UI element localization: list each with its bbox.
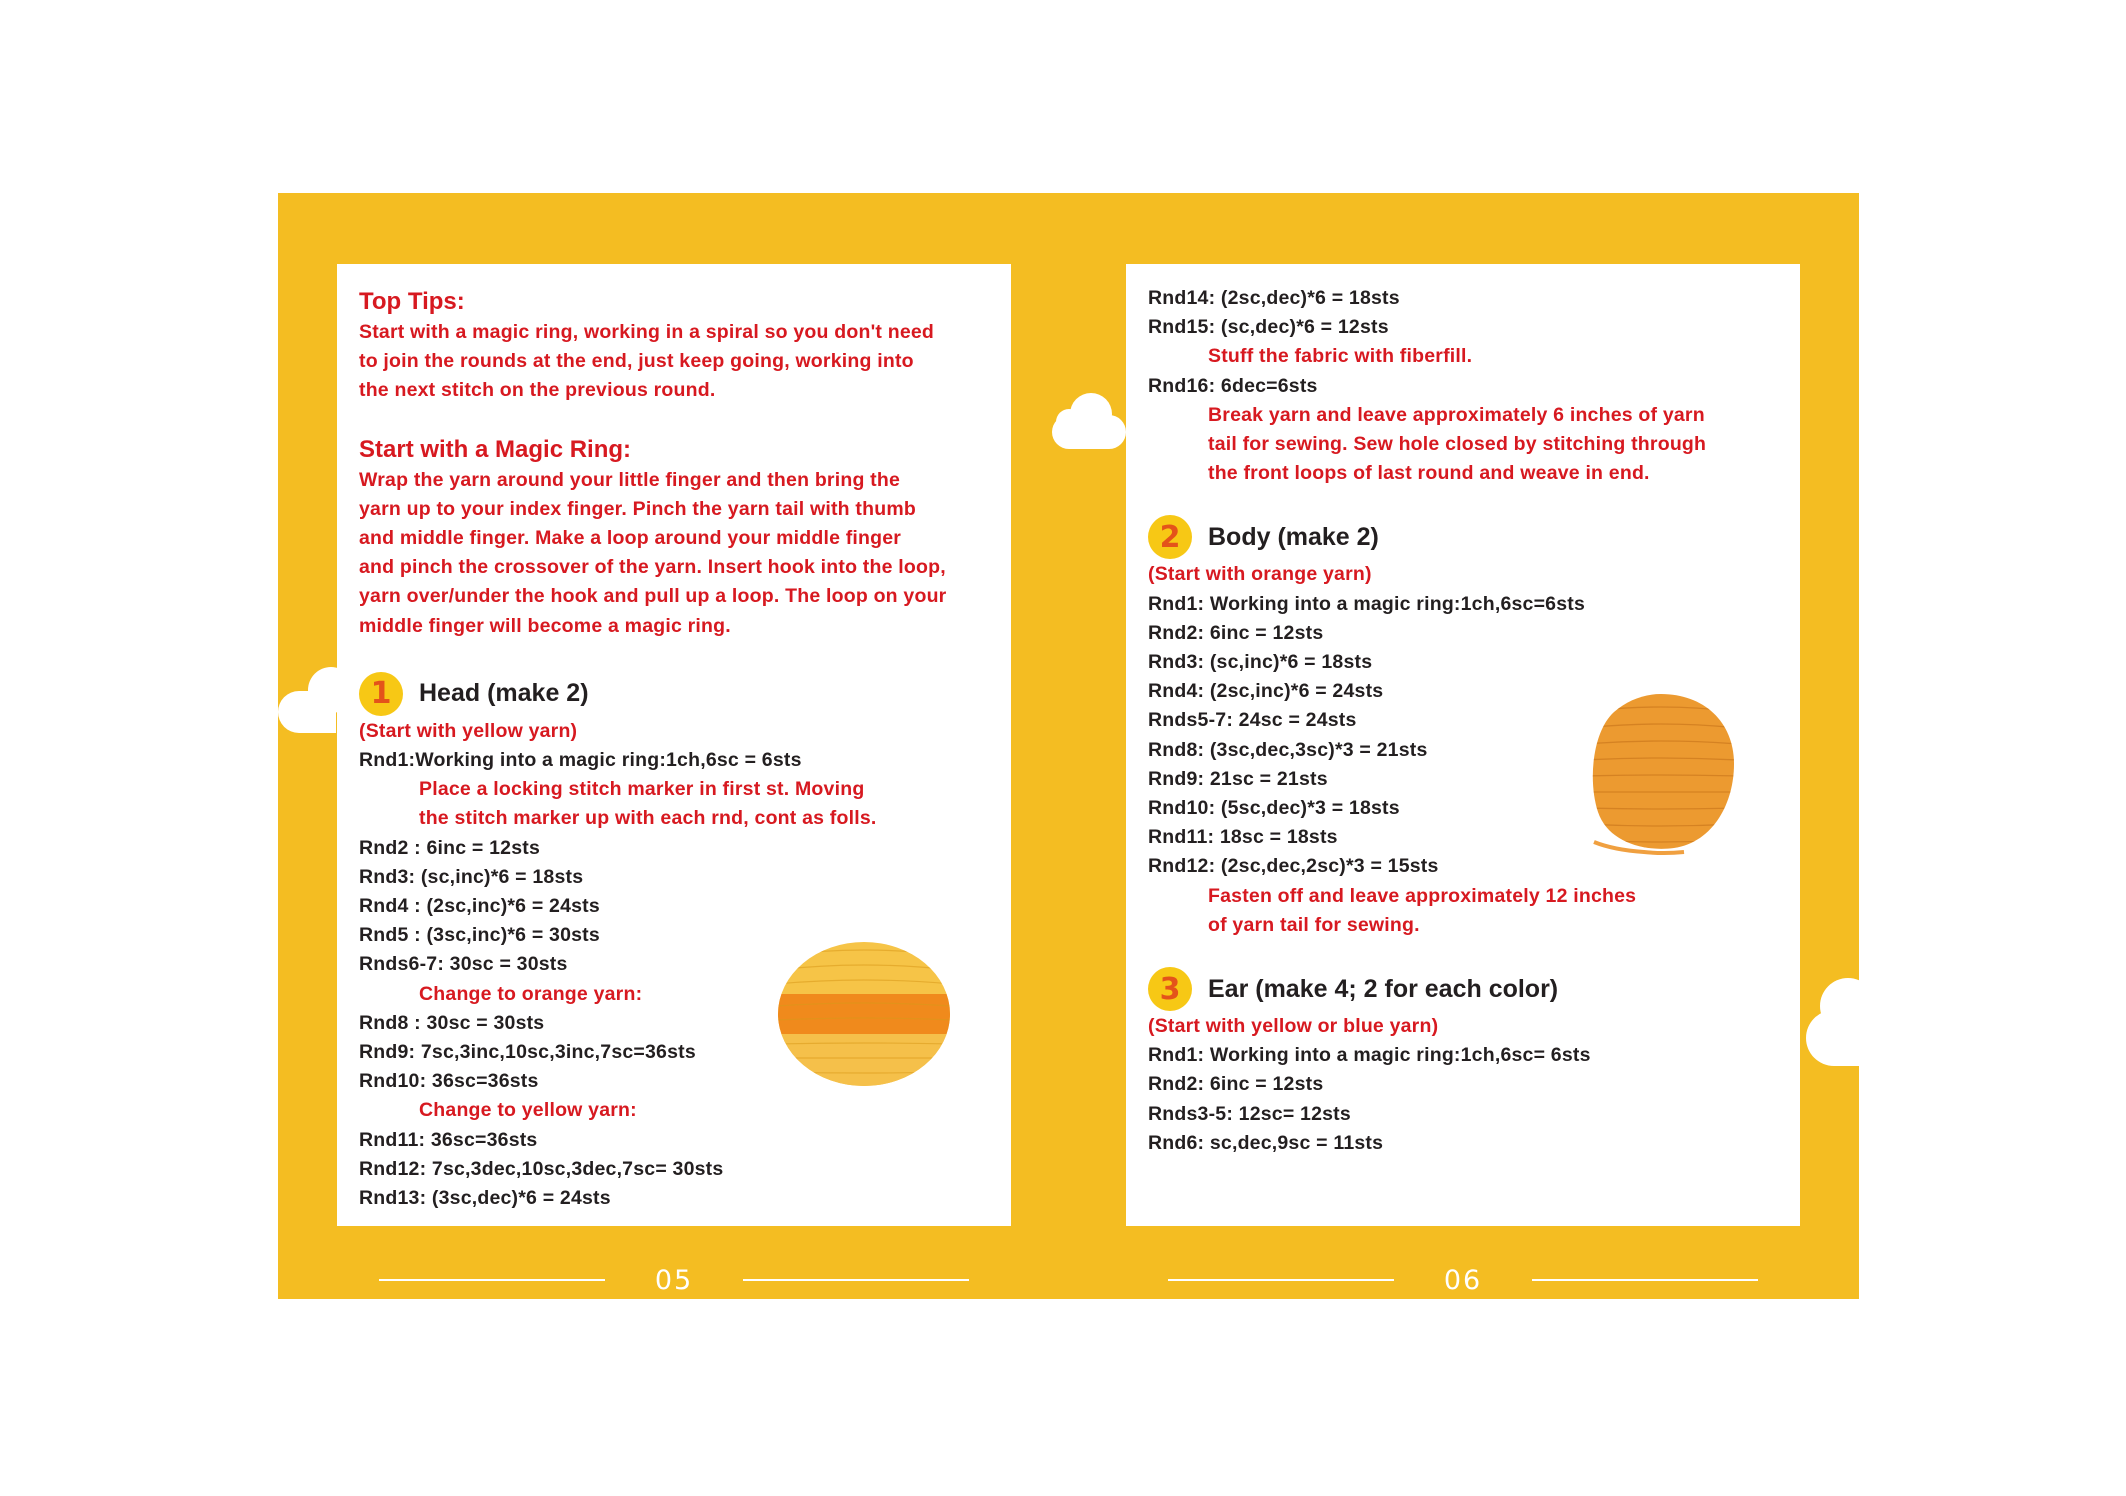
crochet-head-ball-image [776, 936, 952, 1086]
ear-row: Rnd1: Working into a magic ring:1ch,6sc= 6sts [1148, 1044, 1591, 1067]
body-finishing-note: Fasten off and leave approximately 12 inches [1208, 884, 1637, 907]
page-number: 06 [1443, 1265, 1483, 1296]
head-row-continued: Rnd16: 6dec=6sts [1148, 374, 1318, 397]
finishing-note: Break yarn and leave approximately 6 inches of yarn [1208, 403, 1705, 426]
step-number-badge: 2 [1148, 515, 1192, 559]
ear-start-note: (Start with yellow or blue yarn) [1148, 1015, 1439, 1038]
ear-row: Rnd2: 6inc = 12sts [1148, 1073, 1324, 1096]
step-number-badge: 1 [359, 672, 403, 716]
tips-line: the next stitch on the previous round. [359, 379, 716, 402]
body-row: Rnd2: 6inc = 12sts [1148, 621, 1324, 644]
cloud-decoration-right [1806, 1010, 1860, 1066]
ear-section-title: Ear (make 4; 2 for each color) [1208, 974, 1559, 1003]
body-row: Rnd3: (sc,inc)*6 = 18sts [1148, 651, 1373, 674]
finishing-note: the front loops of last round and weave in end. [1208, 462, 1650, 485]
magic-ring-line: Wrap the yarn around your little finger and then bring the [359, 468, 901, 491]
head-row: Rnd11: 36sc=36sts [359, 1128, 538, 1151]
top-tips-heading: Top Tips: [359, 288, 465, 315]
tips-line: to join the rounds at the end, just keep going, working into [359, 350, 914, 373]
head-row: Rnds6-7: 30sc = 30sts [359, 953, 568, 976]
body-section-header [1148, 514, 1784, 560]
body-row: Rnd12: (2sc,dec,2sc)*3 = 15sts [1148, 855, 1439, 878]
footer-rule [1532, 1279, 1758, 1281]
body-row: Rnd11: 18sc = 18sts [1148, 826, 1338, 849]
right-page-footer [1168, 1261, 1758, 1301]
left-page-footer [379, 1261, 969, 1301]
head-start-note: (Start with yellow yarn) [359, 719, 578, 742]
body-row: Rnd8: (3sc,dec,3sc)*3 = 21sts [1148, 738, 1428, 761]
head-row: Rnd4 : (2sc,inc)*6 = 24sts [359, 895, 600, 918]
head-section-title: Head (make 2) [419, 679, 589, 708]
head-note: Place a locking stitch marker in first st. Moving [419, 778, 865, 801]
body-start-note: (Start with orange yarn) [1148, 563, 1372, 586]
ear-row: Rnd6: sc,dec,9sc = 11sts [1148, 1131, 1384, 1154]
head-color-change: Change to yellow yarn: [419, 1099, 637, 1122]
head-color-change: Change to orange yarn: [419, 982, 643, 1005]
head-row: Rnd9: 7sc,3inc,10sc,3inc,7sc=36sts [359, 1041, 696, 1064]
ear-section-header [1148, 966, 1784, 1012]
magic-ring-line: yarn up to your index finger. Pinch the yarn tail with thumb [359, 497, 916, 520]
footer-rule [743, 1279, 969, 1281]
ear-row: Rnds3-5: 12sc= 12sts [1148, 1102, 1351, 1125]
body-row: Rnd4: (2sc,inc)*6 = 24sts [1148, 680, 1384, 703]
head-note: the stitch marker up with each rnd, cont as folls. [419, 807, 877, 830]
step-number-badge: 3 [1148, 967, 1192, 1011]
stuffing-note: Stuff the fabric with fiberfill. [1208, 345, 1473, 368]
magic-ring-line: middle finger will become a magic ring. [359, 614, 731, 637]
head-row: Rnd2 : 6inc = 12sts [359, 836, 540, 859]
body-row: Rnd9: 21sc = 21sts [1148, 767, 1328, 790]
magic-ring-line: yarn over/under the hook and pull up a loop. The loop on your [359, 585, 947, 608]
head-row: Rnd1:Working into a magic ring:1ch,6sc = 6sts [359, 749, 802, 772]
head-row: Rnd8 : 30sc = 30sts [359, 1011, 545, 1034]
head-row-continued: Rnd14: (2sc,dec)*6 = 18sts [1148, 287, 1400, 309]
head-row-continued: Rnd15: (sc,dec)*6 = 12sts [1148, 316, 1389, 339]
cloud-decoration-middle [1052, 415, 1126, 449]
head-row: Rnd10: 36sc=36sts [359, 1070, 539, 1093]
magic-ring-heading: Start with a Magic Ring: [359, 435, 632, 463]
head-row: Rnd12: 7sc,3dec,10sc,3dec,7sc= 30sts [359, 1157, 724, 1180]
head-row: Rnd5 : (3sc,inc)*6 = 30sts [359, 924, 600, 947]
head-row: Rnd3: (sc,inc)*6 = 18sts [359, 865, 584, 888]
magic-ring-line: and middle finger. Make a loop around your middle finger [359, 527, 902, 550]
cloud-decoration-left [278, 691, 336, 733]
head-row: Rnd13: (3sc,dec)*6 = 24sts [359, 1187, 611, 1210]
body-row: Rnd1: Working into a magic ring:1ch,6sc=6sts [1148, 592, 1586, 615]
finishing-note: tail for sewing. Sew hole closed by stitching through [1208, 433, 1707, 456]
body-section-title: Body (make 2) [1208, 522, 1379, 551]
page-number: 05 [654, 1265, 694, 1296]
body-row: Rnds5-7: 24sc = 24sts [1148, 709, 1357, 732]
tips-line: Start with a magic ring, working in a spiral so you don't need [359, 321, 935, 343]
head-section-header [359, 671, 995, 717]
body-row: Rnd10: (5sc,dec)*3 = 18sts [1148, 797, 1400, 820]
magic-ring-line: and pinch the crossover of the yarn. Insert hook into the loop, [359, 556, 946, 579]
body-finishing-note: of yarn tail for sewing. [1208, 913, 1420, 936]
crochet-body-ball-image [1584, 692, 1738, 856]
